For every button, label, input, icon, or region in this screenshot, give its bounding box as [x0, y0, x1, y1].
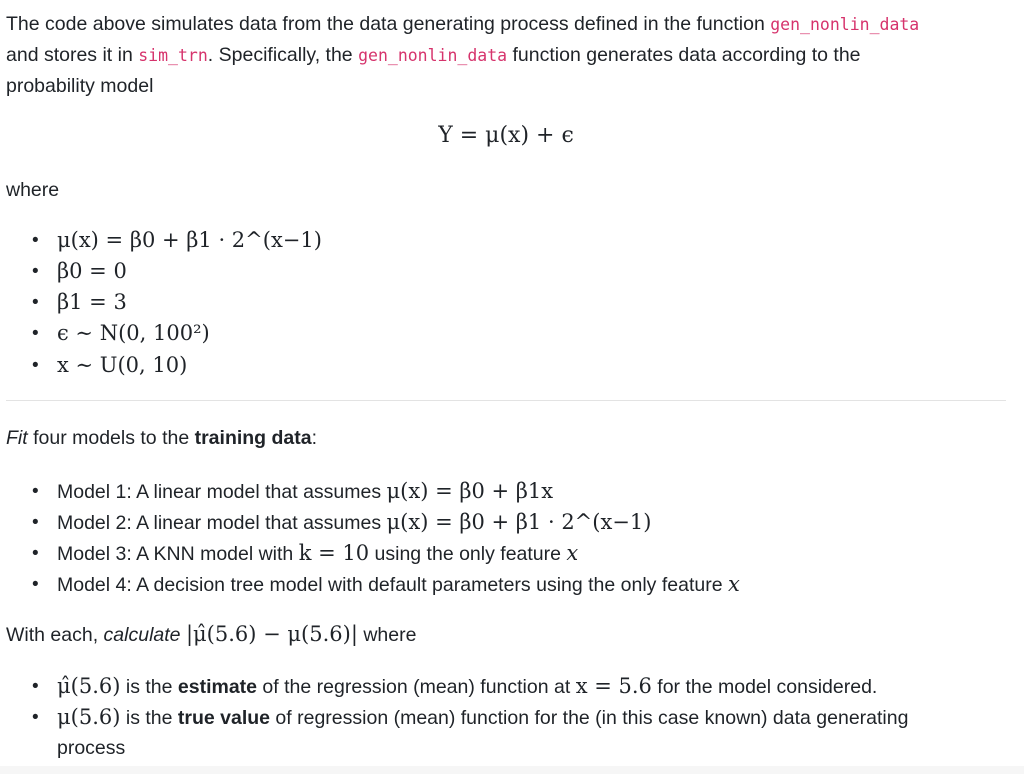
def-epsilon: ϵ ∼ N(0, 100²): [57, 321, 210, 345]
where-label: where: [6, 179, 60, 201]
fit-heading: Fit four models to the training data:: [6, 427, 318, 449]
bullet: •: [32, 292, 39, 313]
bullet: •: [32, 707, 39, 728]
fn-code-2: gen_nonlin_data: [358, 46, 508, 65]
bullet: •: [32, 676, 39, 697]
display-equation: Y = μ(x) + ϵ: [438, 123, 574, 148]
model-3: Model 3: A KNN model with k = 10 using the only feature x: [57, 541, 579, 565]
true-value-bullet: μ(5.6) is the true value of regression (mean) function for the (in this case known) data generating: [57, 705, 909, 729]
intro-line-2: and stores it in sim_trn. Specifically, the gen_nonlin_data function generates data according to the: [6, 44, 861, 66]
divider: [6, 400, 1006, 401]
fn-code: gen_nonlin_data: [770, 15, 920, 34]
def-beta0: β0 = 0: [57, 259, 127, 283]
sim-code: sim_trn: [138, 46, 208, 65]
def-x: x ∼ U(0, 10): [57, 353, 188, 377]
bullet: •: [32, 512, 39, 533]
model-2: Model 2: A linear model that assumes μ(x) = β0 + β1 · 2^(x−1): [57, 510, 652, 534]
intro-line-3: probability model: [6, 75, 154, 97]
model-4: Model 4: A decision tree model with default parameters using the only feature x: [57, 572, 740, 596]
def-mu: μ(x) = β0 + β1 · 2^(x−1): [57, 228, 322, 252]
bullet: •: [32, 543, 39, 564]
model-1: Model 1: A linear model that assumes μ(x) = β0 + β1x: [57, 479, 554, 503]
true-value-bullet-cont: process: [57, 737, 126, 759]
bullet: •: [32, 574, 39, 595]
estimate-bullet: μ̂(5.6) is the estimate of the regression (mean) function at x = 5.6 for the model considered.: [57, 674, 878, 698]
bullet: •: [32, 355, 39, 376]
bullet: •: [32, 323, 39, 344]
bullet: •: [32, 261, 39, 282]
def-beta1: β1 = 3: [57, 290, 127, 314]
bullet: •: [32, 230, 39, 251]
bullet: •: [32, 481, 39, 502]
intro-line-1: The code above simulates data from the data generating process defined in the function gen_nonlin_data: [6, 13, 920, 35]
bottom-edge: [0, 766, 1024, 774]
calculate-line: With each, calculate |μ̂(5.6) − μ(5.6)| where: [6, 622, 417, 646]
